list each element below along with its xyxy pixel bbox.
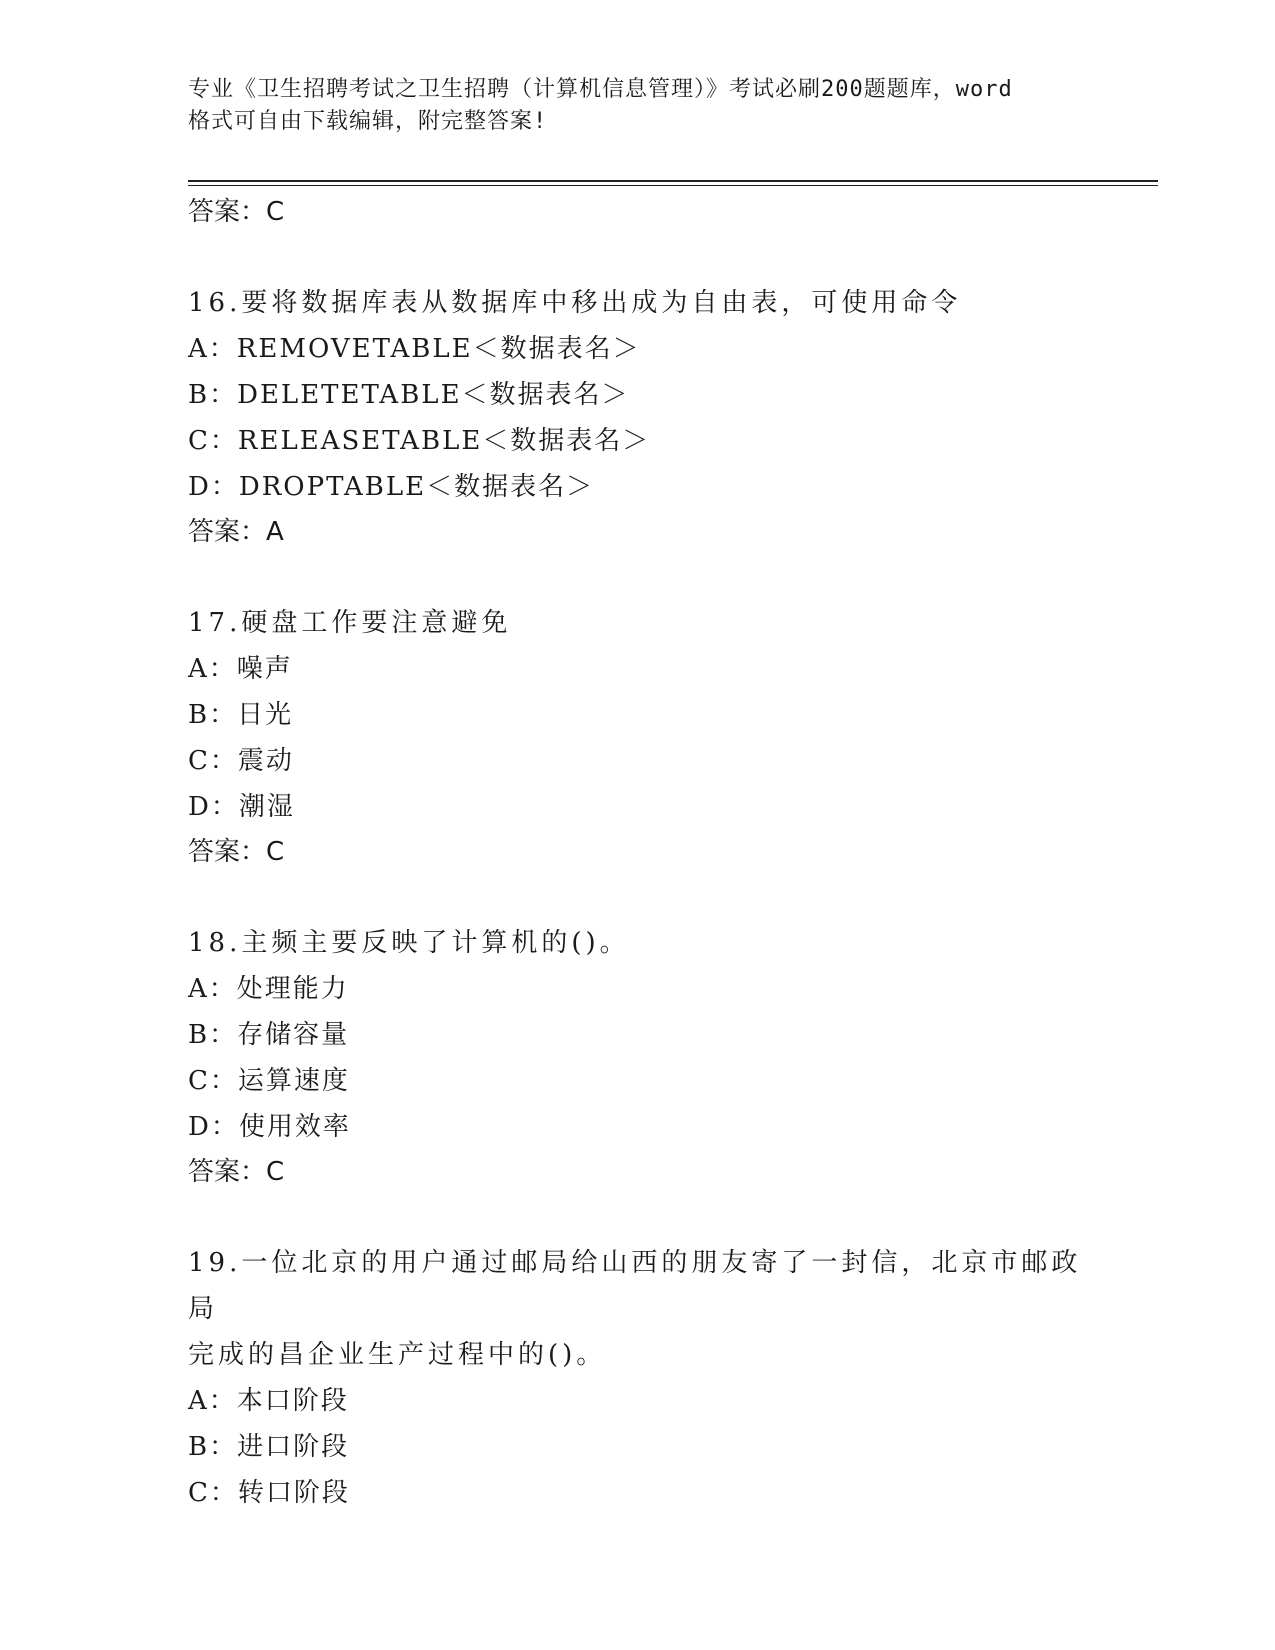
option-d: D：使用效率 <box>188 1112 351 1142</box>
question-18 <box>188 920 1088 1194</box>
option-c: C：转口阶段 <box>188 1478 350 1508</box>
answer-line: 答案：C <box>188 1157 285 1187</box>
answer-line: 答案：C <box>188 197 285 227</box>
option-b: B：DELETETABLE＜数据表名＞ <box>188 380 630 410</box>
option-b: B：存储容量 <box>188 1020 350 1050</box>
header-line-1: 专业《卫生招聘考试之卫生招聘（计算机信息管理）》考试必刷200题题库，word <box>188 77 1013 102</box>
option-c: C：运算速度 <box>188 1066 350 1096</box>
option-a: A：REMOVETABLE＜数据表名＞ <box>188 334 641 364</box>
option-d: D：DROPTABLE＜数据表名＞ <box>188 472 595 502</box>
question-title: 16.要将数据库表从数据库中移出成为自由表，可使用命令 <box>188 288 962 318</box>
header-rule-thick <box>188 180 1158 182</box>
question-title: 17.硬盘工作要注意避免 <box>188 608 512 638</box>
question-title-line-1: 19.一位北京的用户通过邮局给山西的朋友寄了一封信，北京市邮政局 <box>188 1248 1082 1324</box>
option-a: A：处理能力 <box>188 974 349 1004</box>
option-c: C：RELEASETABLE＜数据表名＞ <box>188 426 651 456</box>
option-a: A：本口阶段 <box>188 1386 349 1416</box>
question-list <box>188 190 1088 1516</box>
question-title: 18.主频主要反映了计算机的()。 <box>188 928 630 958</box>
document-header <box>188 74 1088 138</box>
header-line-2: 格式可自由下载编辑，附完整答案! <box>188 109 548 134</box>
option-b: B：进口阶段 <box>188 1432 350 1462</box>
question-17 <box>188 600 1088 874</box>
question-19 <box>188 1240 1088 1516</box>
option-d: D：潮湿 <box>188 792 295 822</box>
option-a: A：噪声 <box>188 654 293 684</box>
option-b: B：日光 <box>188 700 294 730</box>
question-title-line-2: 完成的昌企业生产过程中的()。 <box>188 1340 607 1370</box>
answer-line: 答案：C <box>188 837 285 867</box>
option-c: C：震动 <box>188 746 294 776</box>
question-16 <box>188 280 1088 554</box>
answer-line: 答案：A <box>188 517 284 547</box>
header-rule-thin <box>188 185 1158 186</box>
